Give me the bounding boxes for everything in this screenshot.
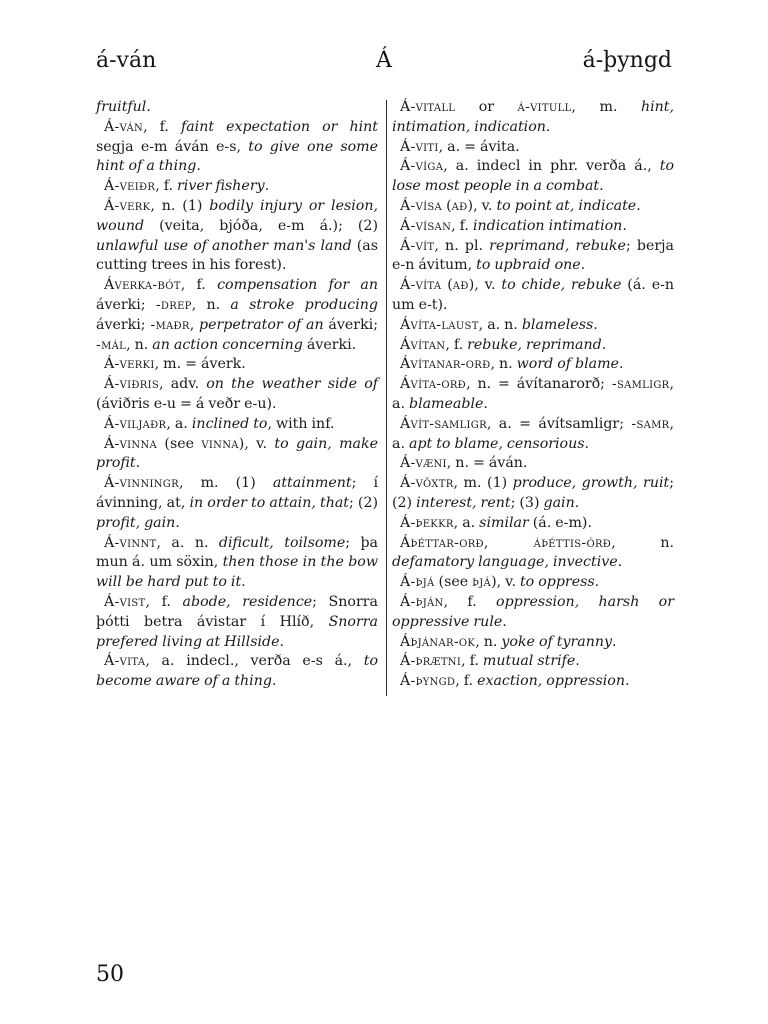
headword: Á-verki (104, 356, 155, 373)
entry-text: ( (441, 277, 453, 294)
headword: þjá (472, 574, 492, 591)
dictionary-column-left (96, 98, 378, 692)
gloss: to give one some hint of a thing (96, 138, 378, 175)
entry-text: segja e-m áván e-s, (96, 138, 249, 155)
gloss: bodily injury or lesion, wound (96, 197, 378, 234)
headword: Á-vinnt (104, 534, 157, 551)
dictionary-entry (392, 157, 674, 197)
dictionary-entry (392, 474, 674, 514)
gloss: abode, residence (182, 593, 313, 610)
headword: Á-víga (400, 158, 444, 175)
entry-text: , f. (145, 593, 183, 610)
headword: Ávít-samligr (400, 415, 487, 432)
entry-text: ; (2) (349, 494, 379, 511)
dictionary-column-right (392, 98, 674, 692)
entry-text: , n. pl. (434, 237, 490, 254)
gloss: to upbraid one (476, 257, 581, 274)
gloss: to become aware of a thing (96, 653, 378, 690)
gloss: faint expectation or hint (180, 118, 378, 135)
headword: -mál (96, 336, 127, 353)
gloss: river fishery (177, 178, 265, 195)
dictionary-entry (96, 435, 378, 475)
entry-text: áverki; (96, 316, 151, 333)
headword: Ávítan (400, 336, 446, 353)
gloss: a stroke producing (230, 296, 378, 313)
gloss: exaction, oppression (477, 673, 625, 690)
dictionary-entry (96, 474, 378, 533)
dictionary-entry (392, 534, 674, 574)
dictionary-entry (392, 316, 674, 336)
entry-text: , a. indecl., verða e-s á., (145, 653, 364, 670)
headword: Ávíta-laust (400, 316, 479, 333)
entry-text: áverki; (323, 316, 378, 333)
entry-text: , n. (475, 633, 502, 650)
entry-text: , a. (392, 415, 674, 452)
dictionary-entry (392, 454, 674, 474)
dictionary-entry (96, 197, 378, 276)
entry-continuation (96, 98, 378, 118)
entry-text: . (622, 217, 627, 234)
gloss: indication intimation (472, 217, 623, 234)
dictionary-entry (392, 514, 674, 534)
dictionary-entry (96, 415, 378, 435)
gloss: an action concerning (152, 336, 303, 353)
dictionary-entry (392, 237, 674, 277)
gloss: to point at, indicate (496, 197, 637, 214)
entry-text: . (636, 197, 641, 214)
entry-text: (see (157, 435, 202, 452)
entry-text: , f. (461, 653, 483, 670)
dictionary-entry (96, 593, 378, 652)
dictionary-entry (392, 633, 674, 653)
entry-text: , n. (490, 356, 517, 373)
gloss: to lose most people in a combat (392, 158, 674, 195)
entry-text: , a. (453, 514, 480, 531)
entry-text: (áviðris e-u = á veðr e-u). (96, 395, 277, 412)
entry-text: . (593, 316, 598, 333)
dictionary-entry (392, 98, 674, 138)
gloss: Snorra prefered living at Hillside (96, 613, 378, 650)
entry-text: , a. (166, 415, 192, 432)
entry-text: , f. (143, 118, 181, 135)
entry-text: , m. (1) (178, 475, 273, 492)
headword: Á-viðris (104, 376, 160, 393)
entry-text: , f. (445, 336, 468, 353)
entry-text: ; Snorra þótti betra ávistar í Hlíð, (96, 593, 378, 630)
headword: Á-vöxtr (400, 475, 454, 492)
headword: Á-verk (104, 197, 151, 214)
entry-text: , f. (455, 673, 478, 690)
entry-text: . (580, 257, 586, 274)
headword: Á-viljaðr (104, 415, 167, 432)
entry-text: ), v. (238, 435, 275, 452)
headword: Áþjánar-ok (400, 633, 476, 650)
entry-text: , f. (180, 277, 218, 294)
gloss: similar (479, 514, 529, 531)
entry-text: or (455, 99, 518, 115)
dictionary-entry (392, 672, 674, 692)
dictionary-entry (392, 197, 674, 217)
gloss: word of blame (516, 356, 619, 373)
headword: Á-vísa (400, 197, 443, 214)
entry-text: . (575, 653, 580, 670)
entry-text: (veita, bjóða, e-m á.); (2) (144, 217, 378, 234)
entry-text: ; í ávinning, at, (96, 475, 378, 511)
headword: Á-vita (104, 653, 146, 670)
gloss: inclined to (191, 415, 268, 432)
entry-text: , f. (451, 217, 473, 234)
entry-text: . (264, 178, 270, 195)
headword: Á-þrætni (400, 653, 462, 670)
headword: Á-vinna (104, 435, 158, 452)
entry-text: , a. = ávita. (438, 138, 520, 155)
gloss: dificult, toilsome (218, 534, 346, 551)
page-number: 50 (96, 962, 124, 987)
entry-text: . (599, 178, 604, 195)
entry-text: , n. (126, 336, 153, 353)
headword: Á-viti (400, 138, 439, 155)
entry-text: ; berja e-n ávitum, (392, 237, 674, 274)
entry-text: . (624, 673, 630, 690)
entry-text: , a. n. (478, 316, 522, 333)
headword: að (452, 277, 469, 294)
entry-text: , (189, 316, 199, 333)
dictionary-entry (96, 375, 378, 415)
headword: -maðr (150, 316, 190, 333)
entry-text: , n. (191, 296, 231, 313)
gloss: then those in the bow will be hard put to it (96, 554, 378, 591)
entry-text: , m. = áverk. (154, 356, 246, 373)
headword: Á-þekkr (400, 514, 454, 531)
dictionary-entry (392, 652, 674, 672)
gloss: hint, intimation, indication (392, 99, 674, 135)
headword: Áþéttar-orð, áþéttis-órð (400, 534, 612, 551)
entry-text: . (545, 118, 551, 135)
headword: Á-vist (104, 593, 146, 610)
entry-text: . (146, 99, 151, 115)
entry-text: . (617, 554, 623, 571)
entry-text: , f. (155, 178, 178, 195)
gloss: in order to attain, that (189, 494, 349, 511)
running-head-left: á-ván (96, 48, 157, 73)
entry-text: ), v. (468, 277, 502, 294)
column-divider (386, 100, 387, 696)
headword: Á-veiðr (104, 178, 156, 195)
entry-text: , n. = ávítanarorð; (466, 376, 612, 393)
gloss: to oppress (519, 574, 595, 591)
headword: Áverka-bót (104, 277, 181, 294)
entry-text: . (594, 574, 600, 591)
entry-text: . (196, 158, 201, 175)
headword: Á-þjá (400, 574, 435, 591)
entry-text: . (584, 435, 590, 452)
entry-text: . (618, 356, 624, 373)
entry-text: . (502, 613, 507, 630)
entry-text: . (483, 395, 488, 412)
entry-text: ; (2) (392, 475, 674, 511)
entry-text: , a. = ávítsamligr; (486, 415, 632, 432)
dictionary-entry (392, 217, 674, 237)
headword: á-vitull (517, 99, 572, 115)
gloss: perpetrator of an (199, 316, 324, 333)
headword: -samr (631, 415, 670, 432)
entry-text: , m. (1) (453, 475, 513, 492)
entry-text: áverki. (302, 336, 357, 353)
gloss: on the weather side of (206, 376, 378, 393)
headword: -drep (155, 296, 192, 313)
entry-text: ), v. (491, 574, 520, 591)
dictionary-entry (96, 276, 378, 355)
headword: Á-þján (400, 593, 444, 610)
dictionary-entry (96, 534, 378, 593)
headword: Ávítanar-orð (400, 356, 491, 373)
dictionary-entry (392, 593, 674, 633)
entry-text: . (271, 673, 277, 690)
dictionary-entry (392, 415, 674, 455)
entry-text: . (612, 633, 617, 650)
entry-text: , n. = áván. (446, 455, 528, 472)
entry-text: . (601, 336, 607, 353)
entry-text: ; (3) (510, 494, 544, 511)
entry-text: , m. (571, 99, 641, 115)
headword: Á-ván (104, 118, 144, 135)
headword: að (451, 197, 468, 214)
entry-text: , a. n. (156, 534, 219, 551)
gloss: apt to blame, censorious (408, 435, 585, 452)
gloss: gain (543, 494, 575, 511)
headword: Á-þyngd (400, 673, 456, 690)
entry-text: , n. (1) (150, 197, 210, 214)
gloss: interest, rent (416, 494, 511, 511)
entry-text: , adv. (159, 376, 207, 393)
gloss: defamatory language, invective (392, 554, 618, 571)
gloss: to gain, make profit (96, 435, 378, 472)
entry-text: (á. e-n um e-t). (392, 277, 675, 313)
entry-text: , with inf. (267, 415, 335, 432)
headword: Á-vitall (400, 99, 456, 115)
entry-text: ( (442, 197, 452, 214)
dictionary-entry (392, 355, 674, 375)
entry-text: . (241, 574, 246, 591)
gloss: yoke of tyranny (501, 633, 612, 650)
headword: Á-væni (400, 455, 447, 472)
headword: Á-vísan (400, 217, 452, 234)
dictionary-entry (96, 652, 378, 692)
dictionary-entry (392, 573, 674, 593)
gloss: profit, gain (96, 514, 176, 531)
entry-text: ), v. (467, 197, 497, 214)
headword: vinna (201, 435, 239, 452)
entry-text: . (279, 633, 285, 650)
headword: -samligr (611, 376, 670, 393)
dictionary-entry (96, 355, 378, 375)
entry-text: (as cutting trees in his forest). (96, 237, 378, 274)
dictionary-entry (392, 138, 674, 158)
gloss: attainment (272, 475, 352, 492)
entry-text: (see (434, 574, 473, 591)
entry-text: . (574, 494, 580, 511)
headword: Á-víta (400, 277, 442, 294)
entry-text: . (135, 455, 141, 472)
headword: Ávíta-orð (400, 376, 467, 393)
entry-text: , n. (611, 534, 674, 551)
gloss: to chide, rebuke (501, 277, 622, 294)
headword: Á-vinningr (104, 475, 179, 492)
entry-text: (á. e-m). (528, 514, 592, 531)
entry-text: ; þa mun á. um söxin, (96, 534, 378, 571)
running-head-letter: Á (376, 48, 392, 73)
dictionary-entry (96, 118, 378, 177)
entry-text: , a. (392, 376, 674, 412)
gloss: produce, growth, ruit (512, 475, 670, 492)
gloss: blameless (521, 316, 594, 333)
dictionary-entry (392, 276, 674, 316)
gloss: compensation for an (217, 277, 378, 294)
gloss: mutual strife (482, 653, 576, 670)
entry-text: . (175, 514, 180, 531)
gloss: fruitful (96, 99, 147, 115)
gloss: rebuke, reprimand (467, 336, 602, 353)
gloss: reprimand, rebuke (489, 237, 626, 254)
entry-text: áverki; (96, 296, 156, 313)
dictionary-entry (392, 375, 674, 415)
running-head-right: á-þyngd (582, 48, 672, 73)
dictionary-entry (392, 336, 674, 356)
gloss: blameable (408, 395, 484, 412)
entry-text: , a. indecl in phr. verða á., (443, 158, 660, 175)
gloss: oppression, harsh or oppressive rule (392, 593, 674, 630)
entry-text: , f. (443, 593, 497, 610)
gloss: unlawful use of another man's land (96, 237, 352, 254)
dictionary-entry (96, 177, 378, 197)
headword: Á-vít (400, 237, 435, 254)
